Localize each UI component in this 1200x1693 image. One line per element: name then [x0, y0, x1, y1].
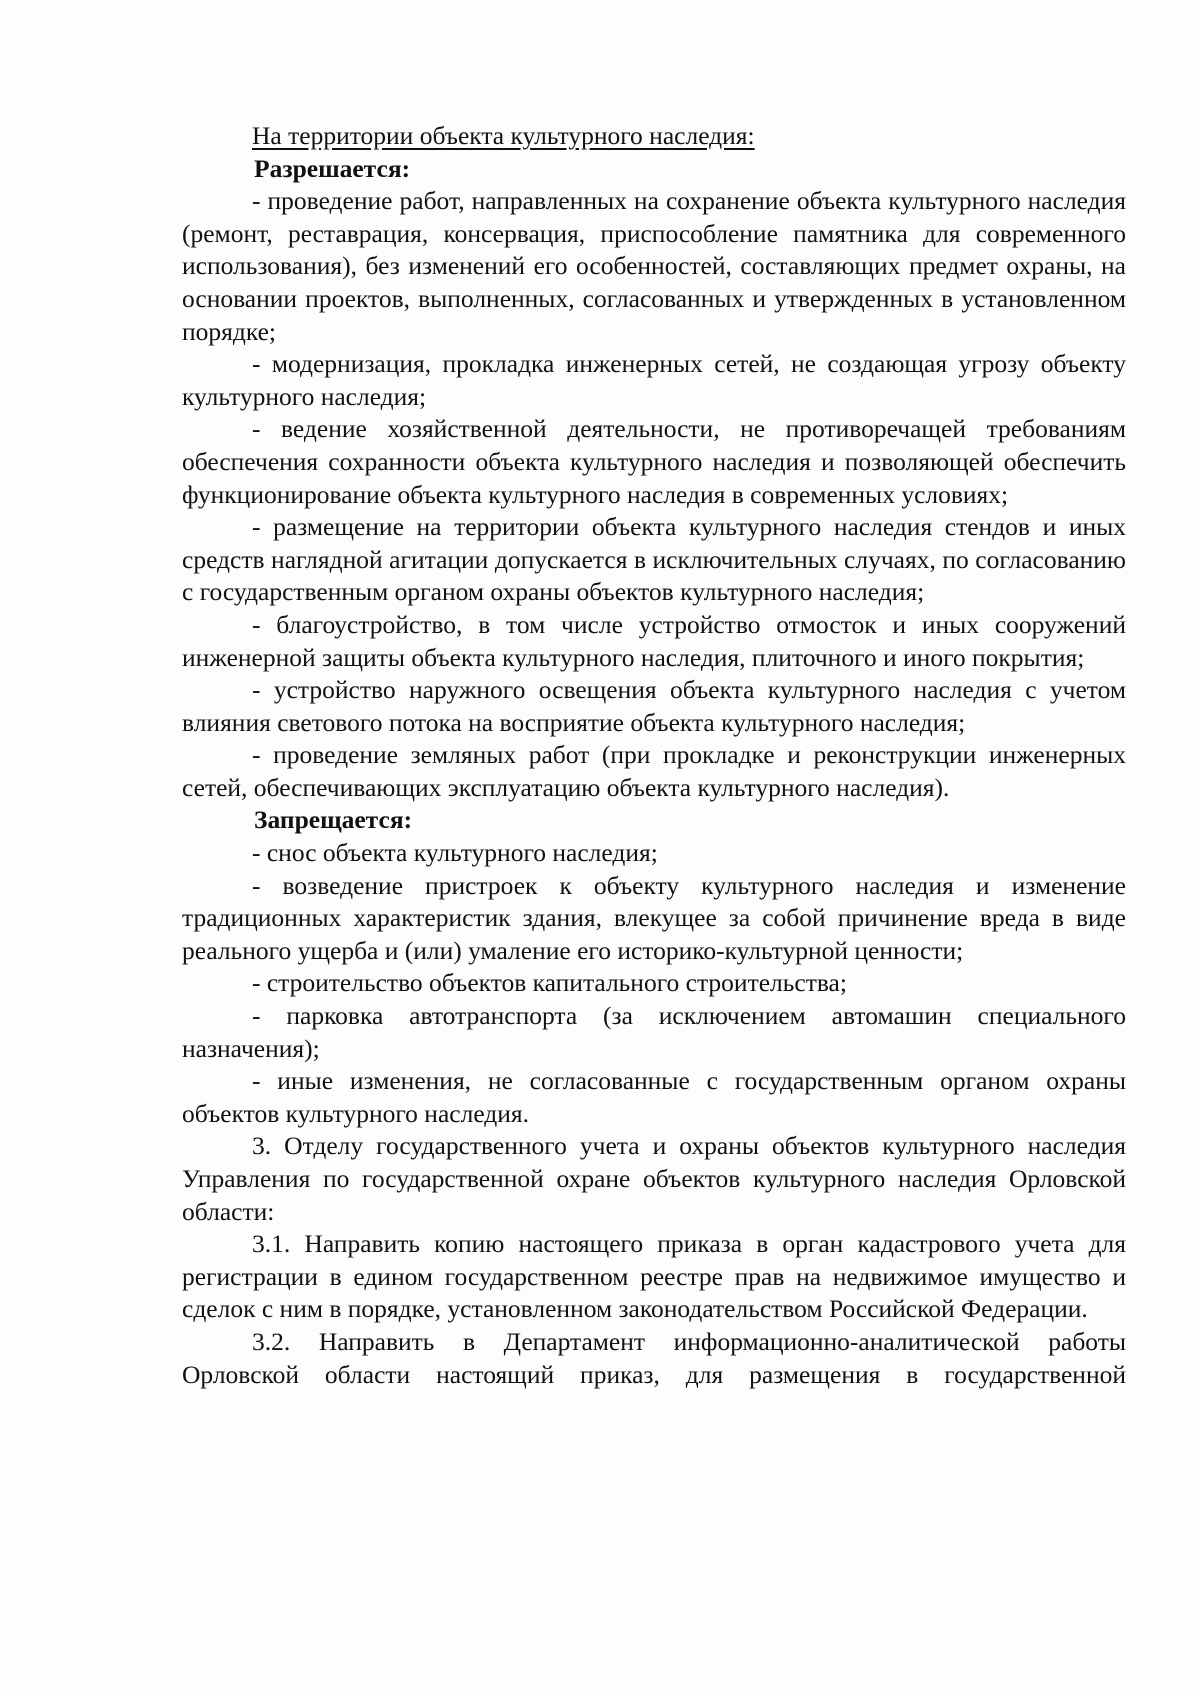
prohibited-item: - иные изменения, не согласованные с государственным органом охраны объектов культурного наследия.: [182, 1066, 1126, 1128]
prohibited-item: - возведение пристроек к объекту культурного наследия и изменение традиционных характеристик здания, влекущее за собой причинение вреда в виде реального ущерба и (или) умаление его историко-культурной ценности;: [182, 870, 1126, 965]
allowed-item: - устройство наружного освещения объекта культурного наследия с учетом влияния светового потока на восприятие объекта культурного наследия;: [182, 675, 1126, 737]
allowed-item: - модернизация, прокладка инженерных сетей, не создающая угрозу объекту культурного наследия;: [182, 349, 1126, 411]
allowed-item: - ведение хозяйственной деятельности, не противоречащей требованиям обеспечения сохранности объекта культурного наследия и позволяющей обеспечить функционирование объекта культурного наследия в современных условиях;: [182, 414, 1126, 509]
prohibited-item: - строительство объектов капитального строительства;: [252, 968, 847, 998]
allowed-item: - проведение земляных работ (при прокладке и реконструкции инженерных сетей, обеспечивающих эксплуатацию объекта культурного наследия).: [182, 740, 1126, 802]
prohibited-item: - снос объекта культурного наследия;: [252, 838, 658, 868]
allowed-item: - благоустройство, в том числе устройство отмосток и иных сооружений инженерной защиты объекта культурного наследия, плиточного и иного покрытия;: [182, 609, 1126, 672]
prohibited-title: Запрещается:: [254, 805, 413, 835]
clause-3-1: 3.1. Направить копию настоящего приказа в орган кадастрового учета для регистрации в едином государственном реестре прав на недвижимое имущество и сделок с ним в порядке, установленном законодательством Российской Федерации.: [182, 1229, 1126, 1324]
territory-heading: На территории объекта культурного наследия:: [252, 121, 755, 150]
clause-3: 3. Отделу государственного учета и охраны объектов культурного наследия Управления по государственной охране объектов культурного наследия Орловской области:: [182, 1131, 1126, 1226]
allowed-title: Разрешается:: [254, 153, 411, 183]
prohibited-item: - парковка автотранспорта (за исключением автомашин специального назначения);: [182, 1001, 1126, 1063]
clause-3-2: 3.2. Направить в Департамент информационно-аналитической работы Орловской области настоящий приказ, для размещения в государственной: [182, 1326, 1126, 1389]
document-body: [182, 120, 1126, 1391]
allowed-item: - размещение на территории объекта культурного наследия стендов и иных средств наглядной агитации допускается в исключительных случаях, по согласованию с государственным органом охраны объектов культурного наследия;: [182, 512, 1126, 607]
allowed-item: - проведение работ, направленных на сохранение объекта культурного наследия (ремонт, реставрация, консервация, приспособление памятника для современного использования), без изменений его особенностей, составляющих предмет охраны, на основании проектов, выполненных, согласованных и утвержденных в установленном порядке;: [182, 186, 1126, 346]
